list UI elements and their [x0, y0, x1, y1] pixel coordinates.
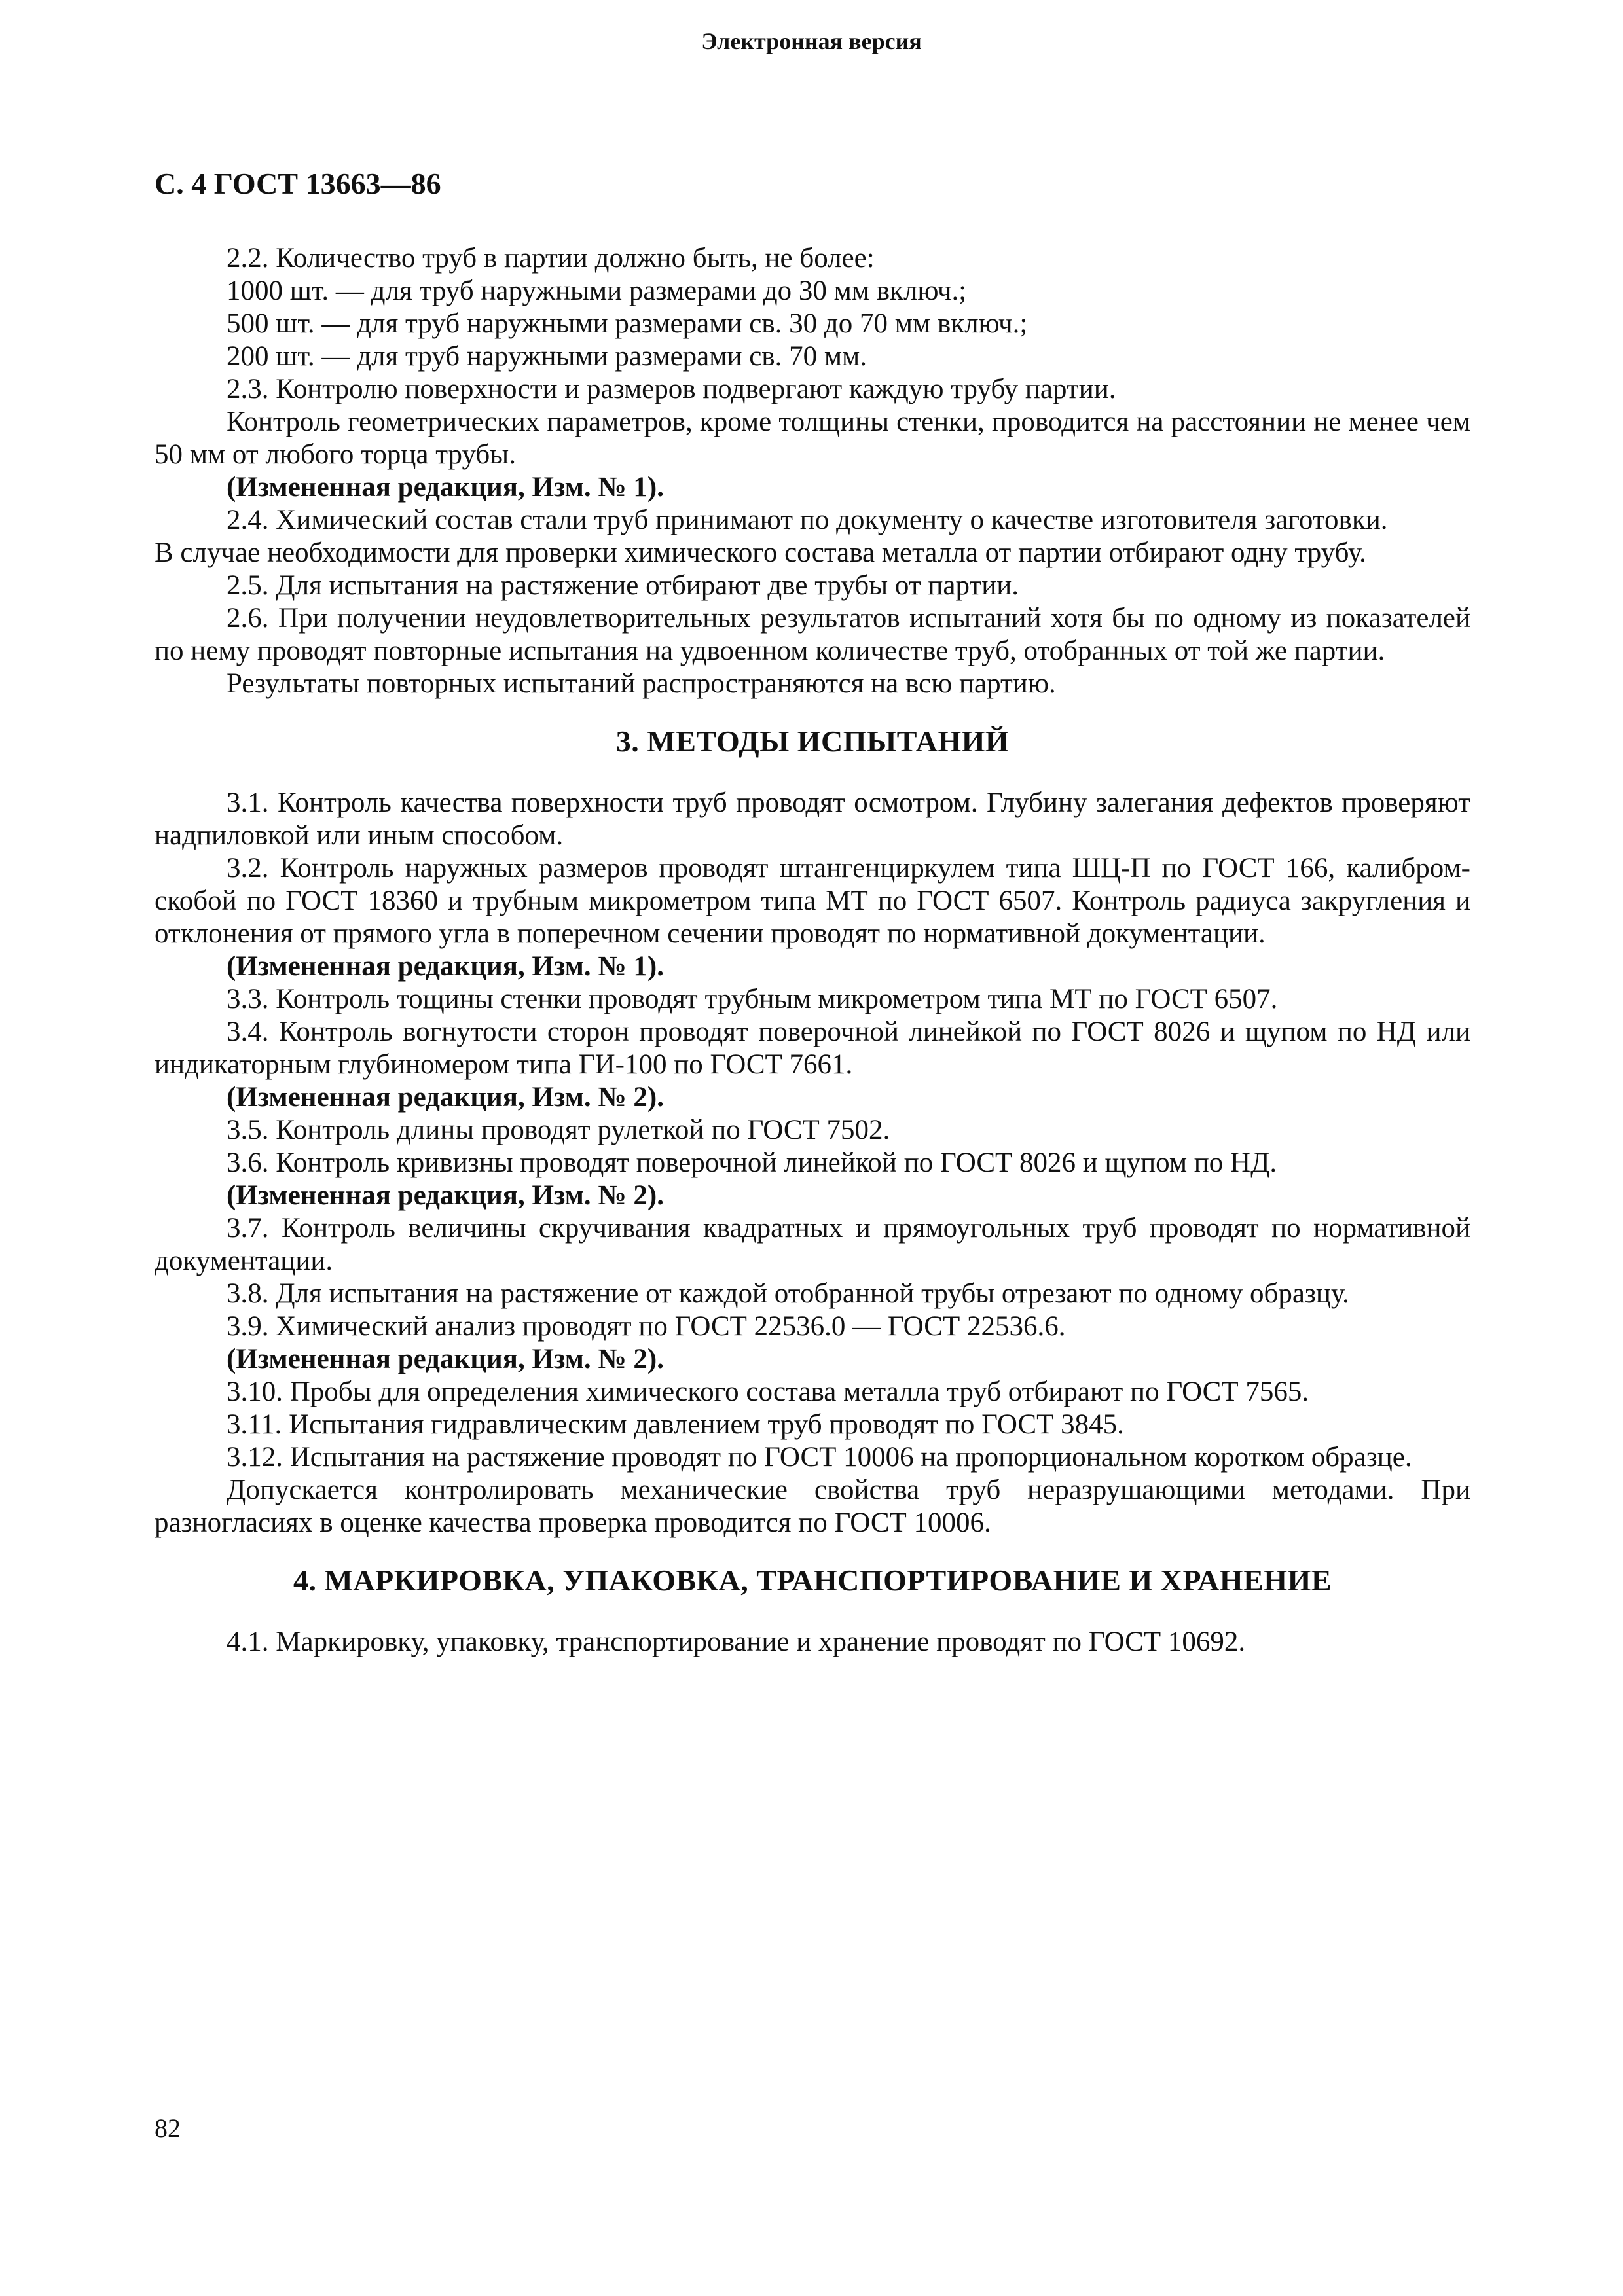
- paragraph: 2.5. Для испытания на растяжение отбирают две трубы от партии.: [227, 570, 1019, 601]
- paragraph: 3.4. Контроль вогнутости сторон проводят поверочной линейкой по ГОСТ 8026 и щупом по НД или индикаторным глубиномером типа ГИ-100 по ГОСТ 7661.: [155, 1016, 1470, 1080]
- paragraph: 200 шт. — для труб наружными размерами св. 70 мм.: [227, 341, 867, 372]
- document-body: [155, 242, 1470, 1659]
- amendment-note: (Измененная редакция, Изм. № 2).: [227, 1082, 664, 1113]
- page-header: С. 4 ГОСТ 13663—86: [155, 167, 441, 200]
- amendment-note: (Измененная редакция, Изм. № 1).: [227, 472, 664, 503]
- amendment-note: (Измененная редакция, Изм. № 2).: [227, 1344, 664, 1374]
- paragraph: Контроль геометрических параметров, кроме толщины стенки, проводится на расстоянии не менее чем 50 мм от любого торца трубы.: [155, 406, 1470, 470]
- paragraph: 3.12. Испытания на растяжение проводят по ГОСТ 10006 на пропорциональном коротком образце.: [227, 1442, 1412, 1473]
- paragraph: 2.4. Химический состав стали труб принимают по документу о качестве изготовителя заготовки.: [227, 505, 1388, 535]
- section-2: [155, 242, 1470, 700]
- paragraph: Допускается контролировать механические свойства труб неразрушающими методами. При разногласиях в оценке качества проверка проводится по ГОСТ 10006.: [155, 1475, 1470, 1538]
- paragraph: В случае необходимости для проверки химического состава металла от партии отбирают одну трубу.: [155, 537, 1366, 568]
- section-3: [155, 787, 1470, 1539]
- paragraph: 3.5. Контроль длины проводят рулеткой по ГОСТ 7502.: [227, 1115, 890, 1145]
- paragraph: 3.2. Контроль наружных размеров проводят штангенциркулем типа ШЦ-П по ГОСТ 166, калибром-скобой по ГОСТ 18360 и трубным микрометром типа МТ по ГОСТ 6507. Контроль радиуса закругления и отклонения от прямого угла в поперечном сечении проводят по нормативной документации.: [155, 853, 1470, 949]
- paragraph: 3.6. Контроль кривизны проводят поверочной линейкой по ГОСТ 8026 и щупом по НД.: [227, 1147, 1277, 1178]
- paragraph: 3.1. Контроль качества поверхности труб проводят осмотром. Глубину залегания дефектов проверяют надпиловкой или иным способом.: [155, 787, 1470, 851]
- page-number: 82: [155, 2113, 181, 2143]
- paragraph: 3.7. Контроль величины скручивания квадратных и прямоугольных труб проводят по нормативной документации.: [155, 1213, 1470, 1276]
- paragraph: 2.6. При получении неудовлетворительных результатов испытаний хотя бы по одному из показателей по нему проводят повторные испытания на удвоенном количестве труб, отобранных от той же партии.: [155, 603, 1470, 666]
- section-4: [155, 1626, 1470, 1659]
- paragraph: 500 шт. — для труб наружными размерами св. 30 до 70 мм включ.;: [227, 308, 1028, 339]
- paragraph: 3.9. Химический анализ проводят по ГОСТ 22536.0 — ГОСТ 22536.6.: [227, 1311, 1066, 1342]
- paragraph: 2.3. Контролю поверхности и размеров подвергают каждую трубу партии.: [227, 374, 1116, 404]
- paragraph: 3.3. Контроль тощины стенки проводят трубным микрометром типа МТ по ГОСТ 6507.: [227, 984, 1278, 1014]
- amendment-note: (Измененная редакция, Изм. № 1).: [227, 951, 664, 982]
- paragraph: 3.11. Испытания гидравлическим давлением труб проводят по ГОСТ 3845.: [227, 1409, 1124, 1440]
- section-4-heading: 4. МАРКИРОВКА, УПАКОВКА, ТРАНСПОРТИРОВАНИЕ И ХРАНЕНИЕ: [293, 1564, 1332, 1597]
- paragraph: 3.10. Пробы для определения химического состава металла труб отбирают по ГОСТ 7565.: [227, 1376, 1309, 1407]
- paragraph: 3.8. Для испытания на растяжение от каждой отобранной трубы отрезают по одному образцу.: [227, 1278, 1349, 1309]
- paragraph: Результаты повторных испытаний распространяются на всю партию.: [227, 668, 1056, 699]
- paragraph: 4.1. Маркировку, упаковку, транспортирование и хранение проводят по ГОСТ 10692.: [227, 1626, 1246, 1657]
- paragraph: 1000 шт. — для труб наружными размерами до 30 мм включ.;: [227, 276, 967, 306]
- paragraph: 2.2. Количество труб в партии должно быть, не более:: [227, 243, 875, 274]
- electronic-version-banner: Электронная версия: [701, 28, 922, 54]
- section-3-heading: 3. МЕТОДЫ ИСПЫТАНИЙ: [615, 725, 1010, 758]
- amendment-note: (Измененная редакция, Изм. № 2).: [227, 1180, 664, 1211]
